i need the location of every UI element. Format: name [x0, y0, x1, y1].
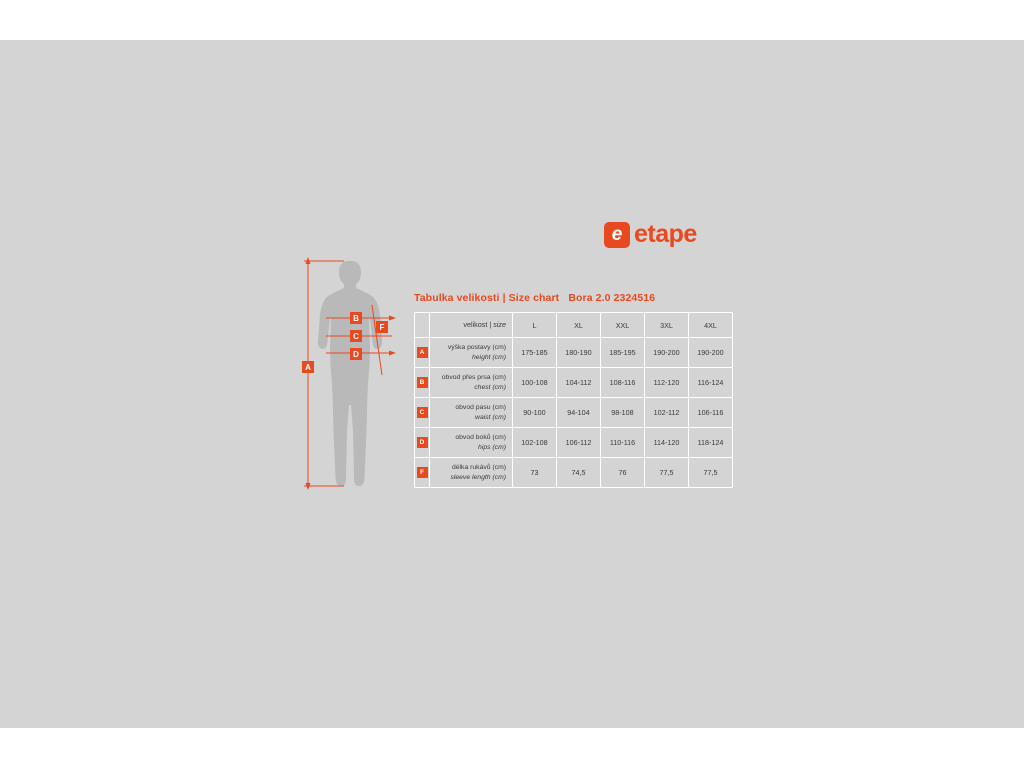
row-letter-f	[415, 458, 430, 488]
marker-B	[350, 312, 362, 324]
cell-value: 76	[601, 458, 645, 488]
row-label-en: chest (cm)	[474, 383, 506, 391]
svg-text:D: D	[353, 350, 359, 359]
logo-mark-letter: e	[611, 223, 623, 245]
cell-value: 110-116	[601, 428, 645, 458]
row-letter-c	[415, 398, 430, 428]
cell-value: 175-185	[513, 338, 557, 368]
cell-value: 118-124	[689, 428, 733, 458]
cell-value: 185-195	[601, 338, 645, 368]
marker-C	[350, 330, 362, 342]
marker-F	[376, 321, 388, 333]
svg-text:B: B	[353, 314, 359, 323]
row-label-cz: obvod pasu (cm)	[455, 403, 506, 411]
letter-badge: A	[417, 347, 428, 358]
cell-value: 108-116	[601, 368, 645, 398]
cell-value: 116-124	[689, 368, 733, 398]
header-letter-cell	[415, 313, 430, 338]
row-label-f	[430, 458, 513, 488]
cell-value: 190-200	[689, 338, 733, 368]
table-row	[415, 398, 733, 428]
size-chart-table	[414, 312, 733, 488]
header-size-l: L	[513, 313, 557, 338]
header-label-cz: velikost	[463, 320, 488, 329]
header-label-en: size	[493, 320, 506, 329]
row-label-cz: délka rukávů (cm)	[451, 463, 506, 471]
header-size-xxl: XXL	[601, 313, 645, 338]
silhouette-shape	[318, 261, 382, 486]
svg-text:C: C	[353, 332, 359, 341]
chart-title-separator: |	[502, 292, 506, 304]
row-letter-b	[415, 368, 430, 398]
header-size-4xl: 4XL	[689, 313, 733, 338]
body-figure	[296, 255, 416, 500]
chart-title	[414, 292, 655, 304]
brand-logo	[604, 220, 697, 249]
table-row	[415, 458, 733, 488]
chart-title-en: Size chart	[508, 292, 560, 304]
row-label-en: hips (cm)	[478, 443, 506, 451]
cell-value: 106-112	[557, 428, 601, 458]
row-letter-a	[415, 338, 430, 368]
header-size-xl: XL	[557, 313, 601, 338]
row-label-en: height (cm)	[472, 353, 506, 361]
row-label-en: waist (cm)	[475, 413, 506, 421]
letter-badge: D	[417, 437, 428, 448]
table-row	[415, 368, 733, 398]
cell-value: 114-120	[645, 428, 689, 458]
row-label-d	[430, 428, 513, 458]
cell-value: 74,5	[557, 458, 601, 488]
cell-value: 94-104	[557, 398, 601, 428]
cell-value: 112-120	[645, 368, 689, 398]
chart-title-cz: Tabulka velikosti	[414, 292, 500, 304]
row-label-c	[430, 398, 513, 428]
cell-value: 90-100	[513, 398, 557, 428]
svg-text:F: F	[379, 323, 385, 332]
row-label-en: sleeve length (cm)	[450, 473, 506, 481]
row-letter-d	[415, 428, 430, 458]
letter-badge: C	[417, 407, 428, 418]
header-label-separator: |	[489, 320, 492, 329]
header-label-cell	[430, 313, 513, 338]
cell-value: 98-108	[601, 398, 645, 428]
letter-badge: F	[417, 467, 428, 478]
chart-model: Bora 2.0 2324516	[568, 292, 656, 304]
cell-value: 180-190	[557, 338, 601, 368]
cell-value: 102-108	[513, 428, 557, 458]
table-row	[415, 428, 733, 458]
cell-value: 77,5	[645, 458, 689, 488]
cell-value: 102-112	[645, 398, 689, 428]
logo-wordmark: etape	[634, 220, 697, 248]
row-label-cz: obvod přes prsa (cm)	[441, 373, 506, 381]
cell-value: 106-116	[689, 398, 733, 428]
cell-value: 73	[513, 458, 557, 488]
marker-A	[302, 361, 314, 373]
cell-value: 77,5	[689, 458, 733, 488]
cell-value: 100-108	[513, 368, 557, 398]
letter-badge: B	[417, 377, 428, 388]
row-label-b	[430, 368, 513, 398]
marker-D	[350, 348, 362, 360]
cell-value: 104-112	[557, 368, 601, 398]
cell-value: 190-200	[645, 338, 689, 368]
row-label-a	[430, 338, 513, 368]
table-row	[415, 338, 733, 368]
header-size-3xl: 3XL	[645, 313, 689, 338]
row-label-cz: výška postavy (cm)	[447, 343, 506, 351]
logo-mark-icon	[604, 222, 630, 248]
svg-text:A: A	[305, 363, 311, 372]
table-header-row	[415, 313, 733, 338]
row-label-cz: obvod boků (cm)	[455, 433, 506, 441]
